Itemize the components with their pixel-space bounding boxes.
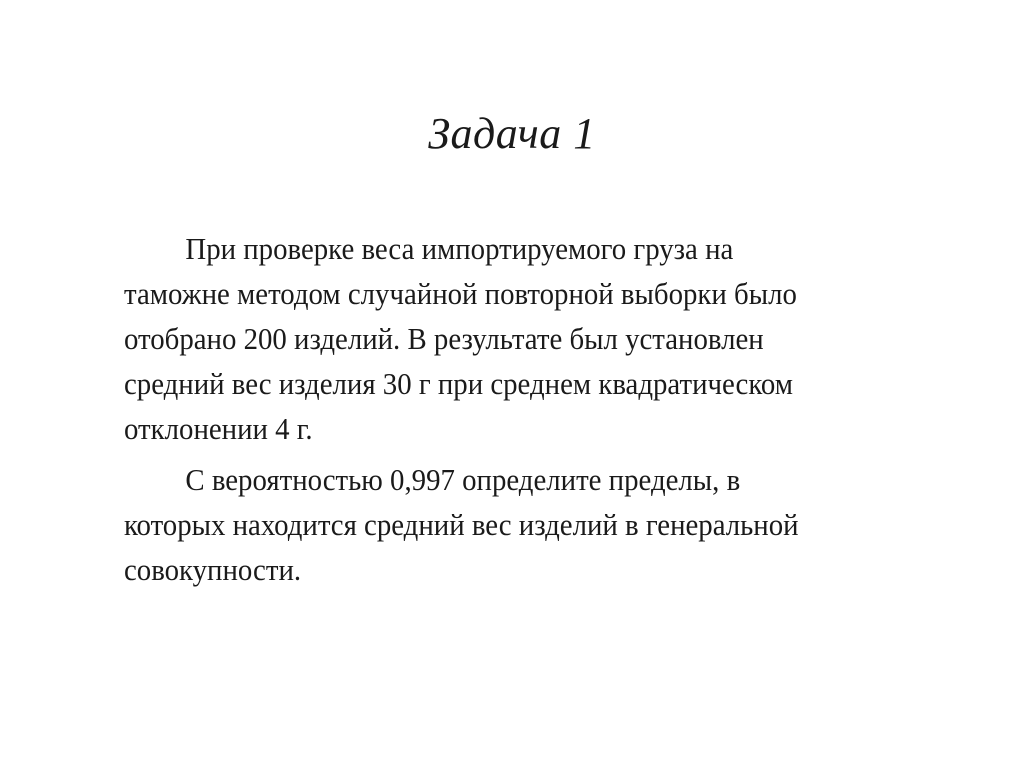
- problem-paragraph-question: С вероятностью 0,997 определите пределы, в которых находится средний вес изделий в генеральной совокупности.: [124, 462, 799, 587]
- problem-paragraph-conditions: При проверке веса импортируемого груза на таможне методом случайной повторной выборки было отобрано 200 изделий. В результате был установлен средний вес изделия 30 г при среднем квадратическом отклонении 4 г.: [124, 231, 797, 446]
- problem-text: [124, 226, 887, 592]
- slide-title: Задача 1: [428, 109, 596, 158]
